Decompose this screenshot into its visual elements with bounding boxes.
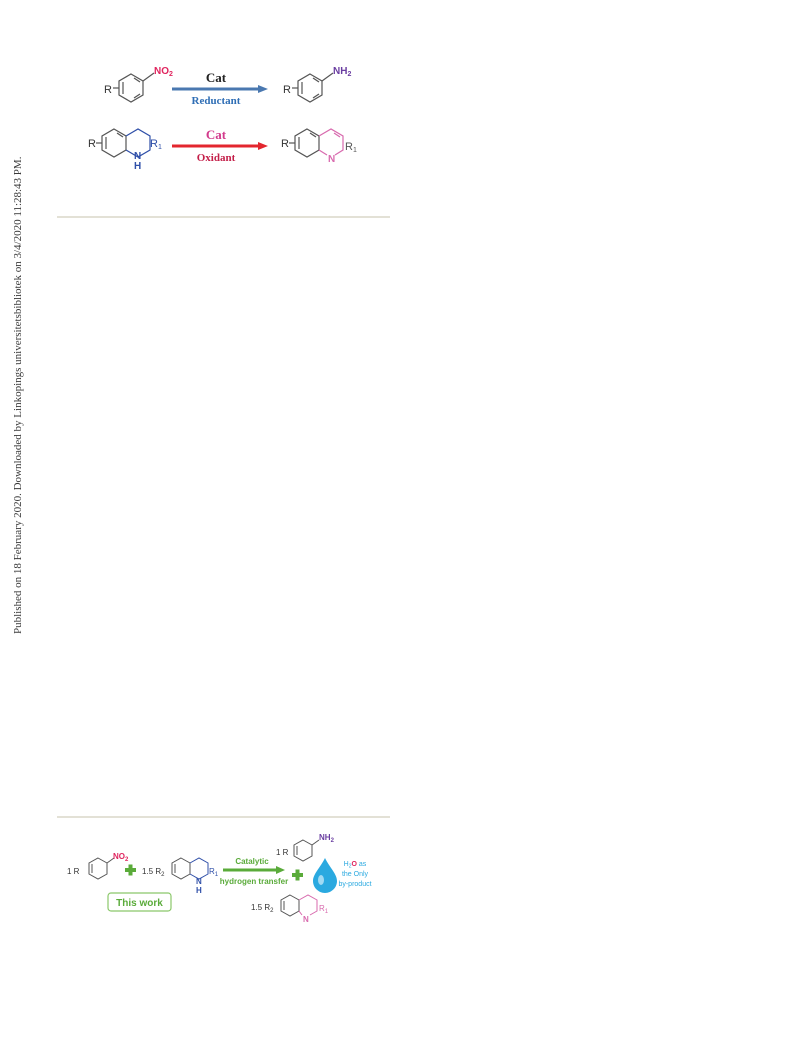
arrow-label-oxidant: Oxidant [196, 152, 236, 164]
catalytic-arrow-head [276, 866, 285, 874]
amine-label-bottom: $NH_2$ [319, 833, 334, 844]
coefficient-prod1: 1 R [276, 848, 289, 857]
quinoline-structure-bottom [281, 895, 299, 916]
nh-h-label: H [134, 161, 142, 172]
coefficient-prod2: 1.5 $R_2$ [251, 903, 274, 914]
nitroarene-structure [89, 858, 114, 879]
arrow-label-hydrogen-transfer: hydrogen transfer [219, 877, 289, 886]
nh-n-bottom: N [196, 877, 202, 886]
quinoline-n-bottom: N [303, 915, 309, 924]
r1-label-prod2: $R_1$ [319, 904, 329, 915]
amine-label: $NH_2$ [333, 66, 352, 78]
arrow-label-reductant: Reductant [191, 95, 241, 107]
substituent-r-left: R [104, 84, 112, 96]
this-work-label: This work [116, 898, 163, 909]
nh-h-bottom: H [196, 886, 202, 895]
nh-n-label: N [134, 151, 142, 162]
water-label-line2: the Only [341, 871, 369, 878]
water-label-line3: by-product [338, 881, 372, 888]
download-watermark: Published on 18 February 2020. Downloaded by Linkopings universitetsbibliotek on 3/4/2020 11:28:43 PM. [12, 156, 24, 634]
thq-structure-bottom [172, 858, 190, 879]
quinoline-ring-bottom [299, 895, 317, 915]
substituent-r-right-2: R [281, 138, 289, 150]
plus-sign-1 [125, 865, 136, 876]
arrow-label-catalytic: Catalytic [235, 857, 269, 866]
arrow-label-cat-bottom: Cat [205, 127, 227, 142]
r1-label-right: R1 [345, 141, 357, 154]
substituent-r-right: R [283, 84, 291, 96]
quinoline-n-label: N [328, 154, 336, 165]
water-drop-icon [313, 858, 337, 893]
r1-label-left: R1 [150, 138, 162, 151]
aniline-structure-bottom [294, 840, 319, 861]
nitro-label: $NO_2$ [154, 66, 173, 78]
coefficient-1-5r2: 1.5 $R_2$ [142, 867, 165, 878]
substituent-r-left-2: R [88, 138, 96, 150]
thq-ring-bottom [190, 858, 208, 879]
arrow-label-cat-top: Cat [205, 70, 227, 85]
r1-label-bottom: $R_1$ [209, 867, 219, 878]
plus-sign-2 [292, 870, 303, 881]
coefficient-1r: 1 R [67, 867, 80, 876]
nitro-label-bottom: $NO_2$ [113, 852, 129, 863]
water-label-line1: $H_2O$ as [343, 861, 367, 870]
